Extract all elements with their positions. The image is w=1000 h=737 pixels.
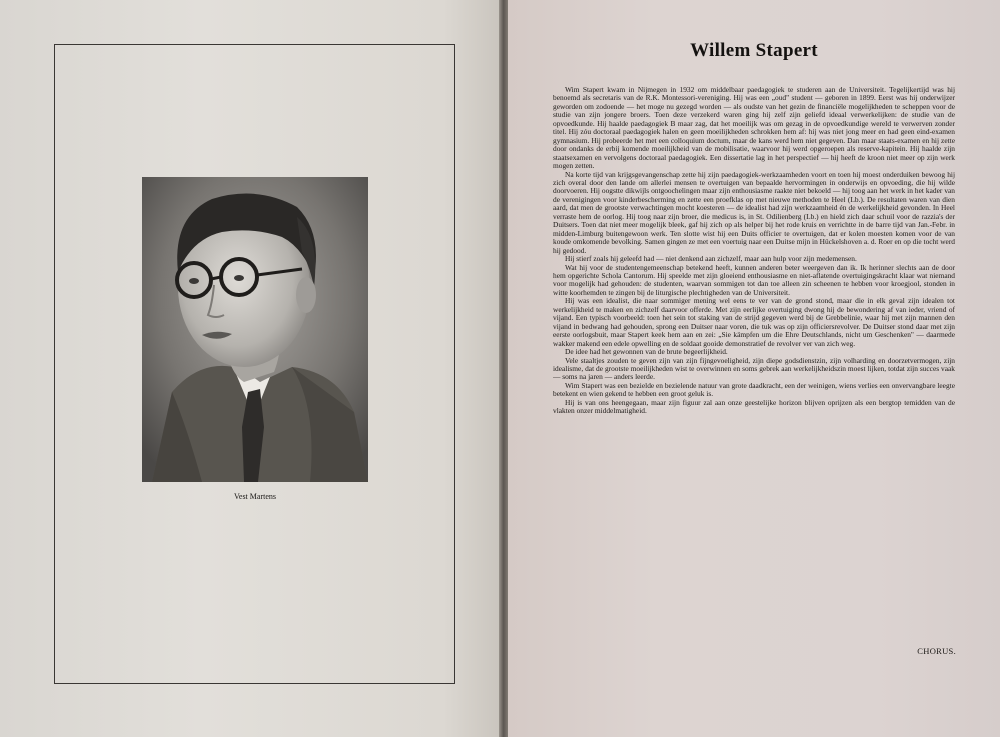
photo-caption: Vest Martens [234,492,276,501]
author-signature: CHORUS. [917,646,956,656]
paragraph: Hij was een idealist, die naar sommiger mening wel eens te ver van de grond stond, maar die in elk geval zijn idealen tot werkelijkheid te maken en zichzelf daarvoor offerde. Met zijn eerlijke overtuiging dwong hij de bewondering af van ieder, vriend of vijand. Een typisch voorbeeld: toen het sein tot staking van de strijd gegeven werd bij de Grebbelinie, waar hij met zijn mannen den vijand in bedwang had gehouden, sprong een Duitser naar voren, die tuk was op zijn officiersrevolver. De Duitser stond daar met zijn eerste oorlogsbuit, maar Stapert keek hem aan en zei: „Sie kämpfen um die Ehre Deutschlands, nicht um Geschenken" — daarmede wakker makend een edele opwelling en de soldaat gooide demonstratief de revolver ver van zich weg. [553,296,955,348]
paragraph: Wat hij voor de studentengemeenschap betekend heeft, kunnen anderen beter weergeven dan ik. Ik herinner slechts aan de door hem opgerichte Schola Cantorum. Hij speelde met zijn gloeiend enthousiasme en niet-aflatende overtuigingskracht klaar wat niemand voor mogelijk had gehouden: de studenten, waarvan sommigen tot dan toe alleen zin scheenen te hebben voor kroegjool, stonden in witte koorhemden te zingen bij de liturgische plechtigheden van de Universiteit. [553,262,955,297]
paragraph: Hij is van ons heengegaan, maar zijn figuur zal aan onze geestelijke horizon blijven oprijzen als een bergtop temidden van de vlakten onzer middelmatigheid. [553,397,955,416]
paragraph: Wim Stapert kwam in Nijmegen in 1932 om middelbaar paedagogiek te studeren aan de Universiteit. Tegelijkertijd was hij benoemd als secretaris van de R.K. Montessori-vereniging. Hij was een „oud" student — geboren in 1899. Eerst was hij onderwijzer geworden om zodoende — het moge nu gezegd worden — als oudste van het gezin de financiële mogelijkheden te scheppen voor de studie van zijn jongere broers. Toen deze verzekerd waren ging hij zelf zijn geliefd ideaal verwerkelijken: de studie van de opvoedkunde. Hij haalde paedagogiek B maar zag, dat het moeilijk was om gezag in de opvoedkundige wereld te verwerven zonder titel. Hij zóu doctoraal paedagogiek halen en geen moeilijkheden schrokken hem af: hij was niet jong meer en had geen eind-examen gymnasium. Hij probeerde het met een colloquium doctum, maar de kans werd hem niet gegeven. Dan maar staats-examen en hij zette door ondanks de erbij komende moeilijkheid van de mobilisatie, waarvoor hij werd opgeroepen als reserve-kapitein. Hij haalde zijn staatsexamen en vervolgens doctoraal paedagogiek. Een dissertatie lag in het perspectief — hij heeft de kroon niet meer op zijn werk mogen zetten. [553,86,955,171]
paragraph: Na korte tijd van krijgsgevangenschap zette hij zijn paedagogiek-werkzaamheden voort en toen hij moest onderduiken bewoog hij zich overal door den lande om allerlei mensen te overtuigen van bepaalde hervormingen in onderwijs en opvoeding, die hij wilde doorvoeren. Hij oogstte dikwijls ontgoochelingen maar zijn enthousiasme raakte niet bekoeld — hij toog aan het werk in het kader van de verenigingen voor kinderbescherming en zette een proefklas op met nieuwe methoden te Heel (Lb.). De resultaten waren van dien aard, dat men de grootste verwachtingen mocht koesteren — de idealist had zijn werkzaamheid én de werkelijkheid gevonden. In Heel verraste hem de oorlog. Hij toog naar zijn broer, die medicus is, in St. Odilienberg (Lb.) en hield zich daar schuil voor de razzia's der Duitsers. Toen dat niet meer mogelijk bleek, gaf hij zich op als helper bij het rode kruis en verrichtte in de barre tijd van Jan.-Febr. in midden-Limburg buitengewoon werk. Ten slotte wist hij een Duits officier te overtuigen, dat er kolen moesten komen voor de van koude omkomende bevolking. Samen gingen ze met een voertuig naar een Duitse mijn in Hückelshoven a. d. Roer en op die tocht werd hij gedood. [553,169,955,255]
paragraph: Hij stierf zoals hij geleefd had — niet denkend aan zichzelf, maar aan hulp voor zijn medemensen. [565,254,857,264]
paragraph: De idee had het gewonnen van de brute begeerlijkheid. [565,347,728,357]
paragraph: Wim Stapert was een bezielde en bezielende natuur van grote daadkracht, een der weinigen, wiens verlies een onvervangbare leegte betekent en wien gekend te hebben een groot geluk is. [553,380,955,399]
portrait-photo [142,177,368,482]
paragraph: Vele staaltjes zouden te geven zijn van zijn fijngevoeligheid, zijn diepe godsdienstzin, zijn volharding en doorzetvermogen, zijn idealisme, dat de grootste moeilijkheden wist te overwinnen en soms gebrek aan werkelijkheidszin moest lijken, totdat zijn succes vaak — soms na jaren — anders leerde. [553,355,955,382]
article-body [553,86,955,656]
page-title: Willem Stapert [690,40,818,61]
